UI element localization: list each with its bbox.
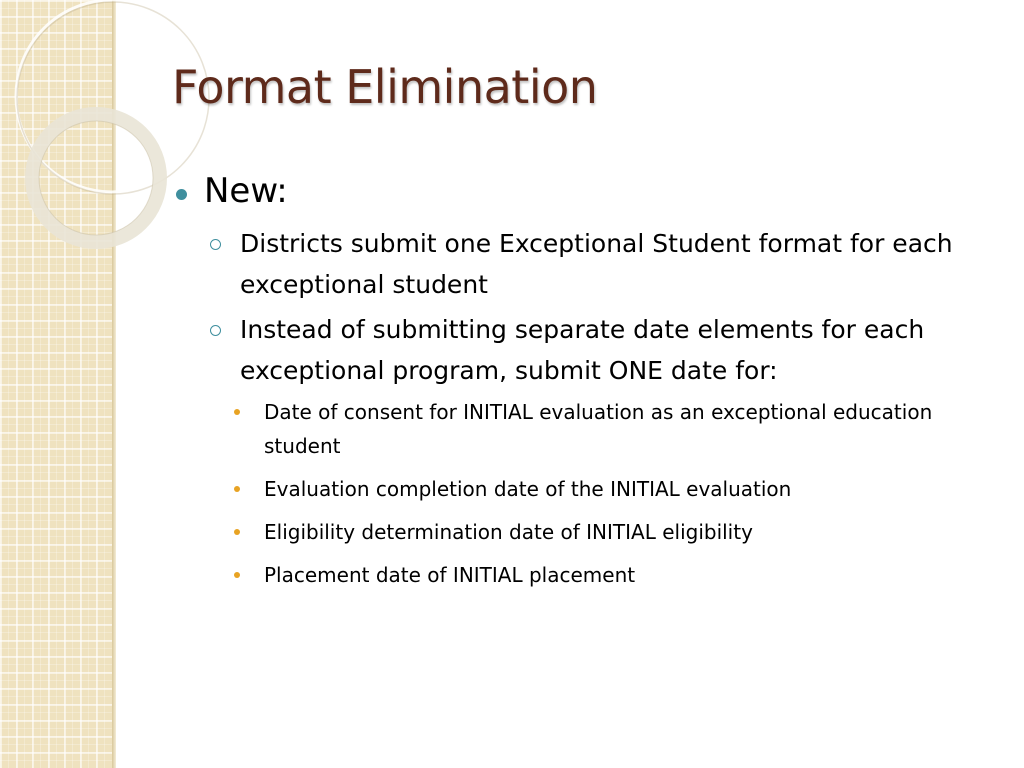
list-item-text: Eligibility determination date of INITIAL eligibility: [264, 520, 753, 545]
list-item-eligibility-date: [172, 515, 944, 549]
bullet-ring-icon: [210, 325, 221, 336]
list-item-consent-date: [172, 395, 944, 463]
bullet-small-dot-icon: [234, 572, 240, 578]
sub-bullet-instead: [172, 309, 980, 391]
bullet-text: New:: [204, 171, 288, 211]
bullet-small-dot-icon: [234, 529, 240, 535]
bullet-ring-icon: [210, 239, 221, 250]
sub-bullet-text: Districts submit one Exceptional Student format for each exceptional student: [240, 229, 953, 300]
bullet-new: [172, 172, 992, 211]
list-item-text: Evaluation completion date of the INITIAL evaluation: [264, 477, 792, 502]
bullet-small-dot-icon: [234, 409, 240, 415]
list-item-text: Date of consent for INITIAL evaluation as an exceptional education student: [264, 400, 933, 459]
list-item-evaluation-date: [172, 472, 944, 506]
list-item-text: Placement date of INITIAL placement: [264, 563, 636, 588]
side-decoration-panel: [0, 0, 112, 768]
sub-bullet-text: Instead of submitting separate date elements for each exceptional program, submit ONE date for:: [240, 315, 925, 386]
slide-title: Format Elimination: [172, 60, 598, 114]
side-panel-edge: [112, 0, 116, 768]
sub-bullet-districts: [172, 223, 980, 305]
slide-content: [172, 172, 992, 601]
list-item-placement-date: [172, 558, 944, 592]
bullet-dot-icon: [176, 189, 187, 200]
bullet-small-dot-icon: [234, 486, 240, 492]
